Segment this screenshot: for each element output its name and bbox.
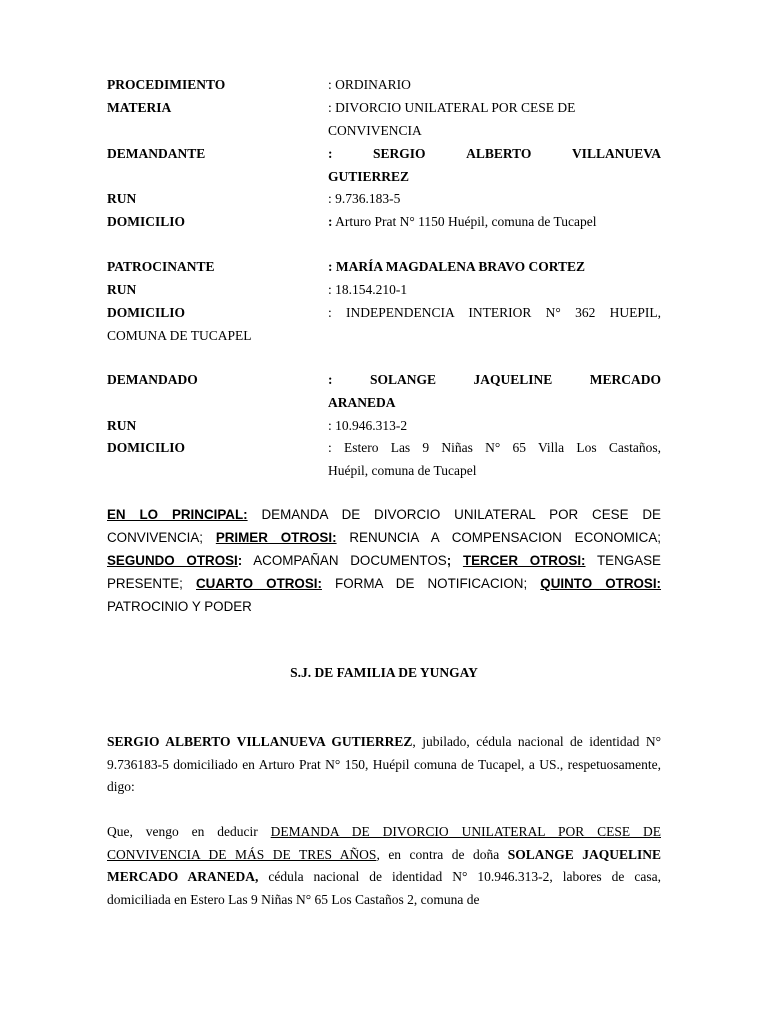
field-label: PROCEDIMIENTO [107,77,226,92]
address: Arturo Prat N° 1150 Huépil, comuna de Tucapel [335,214,597,229]
field-label: PATROCINANTE [107,259,215,274]
field-value: : ORDINARIO [328,77,411,92]
field-value: : INDEPENDENCIA INTERIOR N° 362 HUEPIL, [328,305,661,320]
name-word: ALBERTO [466,146,532,161]
name-word: MERCADO [589,372,661,387]
primer-otrosi-label: PRIMER OTROSI: [215,530,337,545]
demand-title: DEMANDA DE DIVORCIO UNILATERAL POR CESE DE CONVIVENCIA DE MÁS DE TRES AÑOS [107,824,661,862]
name-word: SOLANGE [369,372,437,387]
defendant-name: SOLANGE JAQUELINE MERCADO ARANEDA, [107,846,661,885]
name-word: VILLANUEVA [571,146,661,161]
principal-label: EN LO PRINCIPAL: [107,507,248,522]
name-word: SERGIO [373,146,426,161]
field-label: RUN [107,282,137,297]
field-label: DEMANDANTE [107,146,206,161]
field-value: : MARÍA MAGDALENA BRAVO CORTEZ [328,259,586,274]
colon: : [328,372,333,387]
segundo-otrosi-text: ACOMPAÑAN DOCUMENTOS [242,553,447,568]
paragraph-text: Que, vengo en deducir [107,824,271,839]
field-label: RUN [107,191,137,206]
body-paragraph-1 [107,731,661,799]
colon: : [328,146,333,161]
paragraph-text: cédula nacional de identidad N° 10.946.313-2, labores de casa, domiciliada en Estero Las 9 Niñas N° 65 Los Castaños 2, comuna de [107,869,661,908]
field-label: DEMANDADO [107,372,198,387]
field-value: CONVIVENCIA [328,123,422,138]
tercer-otrosi-label: TERCER OTROSI: [462,553,586,568]
field-value: : Estero Las 9 Niñas N° 65 Villa Los Castaños, [328,440,661,455]
field-label: RUN [107,418,137,433]
paragraph-text: , en contra de doña [376,846,508,862]
field-label: DOMICILIO [107,214,186,229]
field-label: MATERIA [107,100,172,115]
segundo-otrosi-label: SEGUNDO OTROSI [107,553,238,568]
tercer-otrosi-text: TENGASE PRESENTE; [107,553,661,591]
field-value: ARANEDA [328,395,396,410]
body-paragraph-2 [107,821,661,912]
field-label: DOMICILIO [107,440,186,455]
primer-otrosi-text: RENUNCIA A COMPENSACION ECONOMICA; [336,530,661,545]
field-continuation: COMUNA DE TUCAPEL [107,328,252,343]
field-value: : DIVORCIO UNILATERAL POR CESE DE [328,100,576,115]
colon: : [328,214,333,229]
plaintiff-name: SERGIO ALBERTO VILLANUEVA GUTIERREZ [107,734,413,749]
cuarto-otrosi-label: CUARTO OTROSI: [196,576,322,591]
field-value: : 18.154.210-1 [328,282,408,297]
summary-paragraph [107,503,661,618]
field-value [328,368,661,391]
segundo-otrosi-colon: : [237,553,243,568]
cuarto-otrosi-text: FORMA DE NOTIFICACION; [321,576,541,591]
field-value: : 9.736.183-5 [328,191,401,206]
field-label: DOMICILIO [107,305,186,320]
field-value: : 10.946.313-2 [328,418,408,433]
field-value [328,210,661,233]
principal-text: DEMANDA DE DIVORCIO UNILATERAL POR CESE DE CONVIVENCIA; [107,507,661,545]
field-value [328,142,661,165]
court-heading: S.J. DE FAMILIA DE YUNGAY [290,665,478,680]
field-value: Huépil, comuna de Tucapel [328,463,477,478]
segundo-otrosi-semicolon: ; [446,553,452,568]
quinto-otrosi-label: QUINTO OTROSI: [540,576,662,591]
name-word: JAQUELINE [473,372,553,387]
paragraph-text: , jubilado, cédula nacional de identidad N° 9.736183-5 domiciliado en Arturo Prat N° 150, Huépil comuna de Tucapel, a US., respetuosamente, digo: [107,734,661,795]
field-value: GUTIERREZ [328,169,410,184]
quinto-otrosi-text: PATROCINIO Y PODER [107,599,252,614]
